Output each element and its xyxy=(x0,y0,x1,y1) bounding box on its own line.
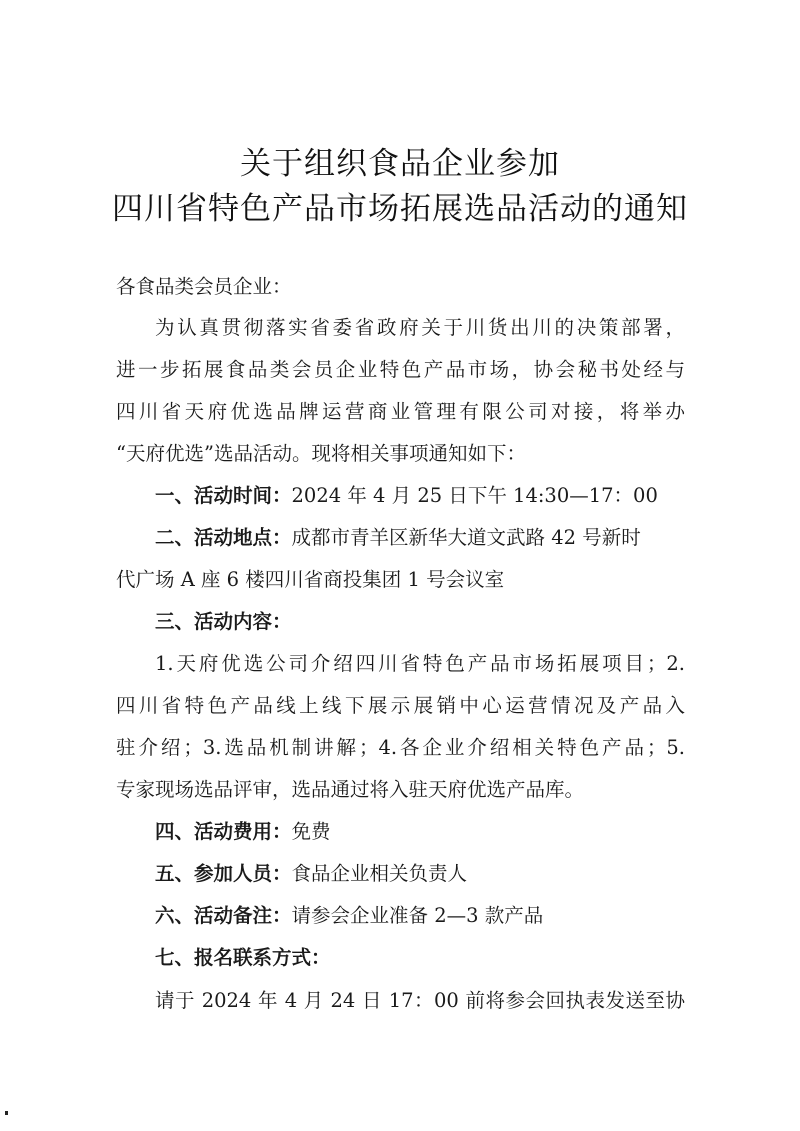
content-line-1 xyxy=(155,643,685,685)
item-contact-label: 七、报名联系方式： xyxy=(155,946,331,969)
item-fee-label: 四、活动费用： xyxy=(155,820,292,843)
content-line-3 xyxy=(116,727,685,769)
item-notes-value: 请参会企业准备 2—3 款产品 xyxy=(291,904,544,927)
item-notes xyxy=(155,895,543,937)
intro-text-3: 四川省天府优选品牌运营商业管理有限公司对接，将举办 xyxy=(116,400,685,423)
item-participants-value: 食品企业相关负责人 xyxy=(291,862,468,885)
item-location-value-1: 成都市青羊区新华大道文武路 42 号新时 xyxy=(291,526,641,549)
salutation: 各食品类会员企业： xyxy=(116,275,292,298)
notice-title-line-2: 四川省特色产品市场拓展选品活动的通知 xyxy=(112,191,688,227)
item-content-label: 三、活动内容： xyxy=(155,610,292,633)
content-line-4: 专家现场选品评审，选品通过将入驻天府优选产品库。 xyxy=(116,778,585,801)
item-time-value: 2024 年 4 月 25 日下午 14:30—17：00 xyxy=(291,484,658,507)
deadline-line xyxy=(155,980,685,1022)
item-time-label: 一、活动时间： xyxy=(155,484,292,507)
intro-line-1 xyxy=(155,307,685,349)
intro-line-3 xyxy=(116,391,685,433)
intro-line-4: “天府优选”选品活动。现将相关事项通知如下： xyxy=(116,442,526,465)
item-location-label: 二、活动地点： xyxy=(155,526,292,549)
item-contact xyxy=(155,937,331,979)
item-time xyxy=(155,475,658,517)
intro-text-1: 为认真贯彻落实省委省政府关于川货出川的决策部署， xyxy=(155,316,685,339)
content-line-2 xyxy=(116,685,685,727)
item-fee-value: 免费 xyxy=(291,820,331,843)
item-location xyxy=(155,517,641,559)
intro-text-2: 进一步拓展食品类会员企业特色产品市场，协会秘书处经与 xyxy=(116,358,685,381)
intro-line-2 xyxy=(116,349,685,391)
scan-speck xyxy=(5,1111,8,1115)
item-notes-label: 六、活动备注： xyxy=(155,904,292,927)
item-location-line-2: 代广场 A 座 6 楼四川省商投集团 1 号会议室 xyxy=(116,568,505,591)
content-text-3: 驻介绍；3.选品机制讲解；4.各企业介绍相关特色产品；5. xyxy=(116,736,685,759)
item-content xyxy=(155,601,292,643)
deadline-text: 请于 2024 年 4 月 24 日 17：00 前将参会回执表发送至协 xyxy=(155,989,685,1012)
item-participants-label: 五、参加人员： xyxy=(155,862,292,885)
content-text-2: 四川省特色产品线上线下展示展销中心运营情况及产品入 xyxy=(116,694,685,717)
content-text-1: 1.天府优选公司介绍四川省特色产品市场拓展项目；2. xyxy=(155,652,685,675)
item-fee xyxy=(155,811,331,853)
item-participants xyxy=(155,853,467,895)
notice-title-line-1: 关于组织食品企业参加 xyxy=(240,146,560,182)
